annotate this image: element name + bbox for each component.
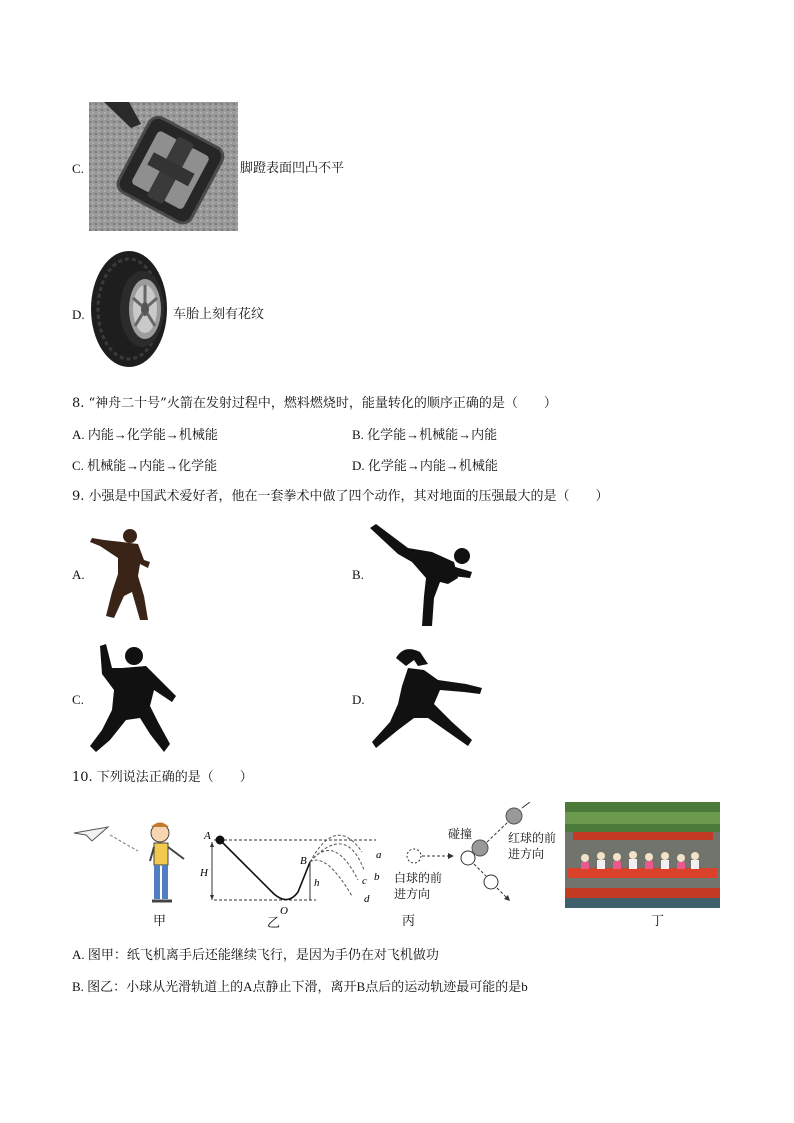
option-d: D. 化学能→内能→机械能 bbox=[352, 458, 498, 473]
figure-label-yi: 乙 bbox=[267, 916, 281, 931]
label-H: H bbox=[200, 867, 208, 879]
dragon-boat-photo bbox=[565, 802, 720, 908]
label-h: h bbox=[314, 877, 320, 889]
figure-yi-track bbox=[196, 822, 392, 922]
option-letter: C. bbox=[72, 161, 84, 176]
option-b: B. 图乙：小球从光滑轨道上的A点静止下滑，离开B点后的运动轨迹最可能的是b bbox=[72, 979, 528, 994]
label-red-direction-1: 红球的前 bbox=[508, 831, 557, 845]
label-A: A bbox=[204, 830, 211, 842]
label-b: b bbox=[374, 871, 380, 883]
tire-photo bbox=[87, 248, 171, 370]
label-collide: 碰撞 bbox=[448, 827, 473, 841]
option-letter: D. bbox=[72, 307, 85, 322]
question-stem: 10. 下列说法正确的是（ ） bbox=[72, 770, 253, 785]
martial-arts-silhouette-b bbox=[368, 522, 476, 626]
bicycle-pedal-photo bbox=[89, 102, 238, 231]
label-O: O bbox=[280, 905, 288, 917]
option-a: A. 图甲：纸飞机离手后还能继续飞行，是因为手仍在对飞机做功 bbox=[72, 947, 439, 962]
figure-label-bing: 丙 bbox=[402, 914, 416, 929]
option-letter: B. bbox=[352, 567, 364, 582]
option-a: A. 内能→化学能→机械能 bbox=[72, 427, 218, 442]
label-c: c bbox=[362, 875, 367, 887]
label-red-direction-2: 进方向 bbox=[508, 847, 545, 861]
question-stem: 9. 小强是中国武术爱好者，他在一套拳术中做了四个动作，其对地面的压强最大的是（ ） bbox=[72, 489, 609, 504]
figure-label-ding: 丁 bbox=[651, 914, 665, 929]
label-B: B bbox=[300, 855, 307, 867]
figure-jia-paper-plane bbox=[72, 815, 200, 915]
martial-arts-silhouette-a bbox=[88, 526, 156, 622]
option-letter: A. bbox=[72, 567, 85, 582]
option-c: C. 机械能→内能→化学能 bbox=[72, 458, 218, 473]
option-b: B. 化学能→机械能→内能 bbox=[352, 427, 498, 442]
label-a: a bbox=[376, 849, 382, 861]
martial-arts-silhouette-c bbox=[88, 644, 180, 754]
martial-arts-silhouette-d bbox=[368, 644, 484, 754]
option-letter: D. bbox=[352, 692, 365, 707]
figure-label-jia: 甲 bbox=[153, 914, 167, 929]
label-white-direction-1: 白球的前 bbox=[394, 871, 443, 885]
option-letter: C. bbox=[72, 692, 84, 707]
option-caption: 车胎上刻有花纹 bbox=[173, 307, 265, 322]
label-d: d bbox=[364, 893, 370, 905]
option-caption: 脚蹬表面凹凸不平 bbox=[240, 161, 345, 176]
label-white-direction-2: 进方向 bbox=[394, 887, 431, 901]
question-stem: 8. “神舟二十号”火箭在发射过程中，燃料燃烧时，能量转化的顺序正确的是（ ） bbox=[72, 396, 557, 411]
